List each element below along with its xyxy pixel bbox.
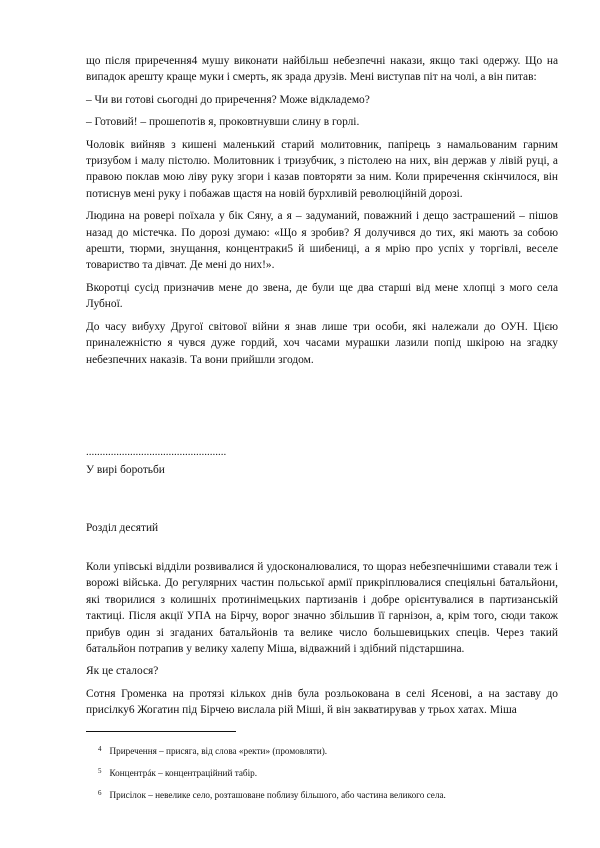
chapter-title: Розділ десятий: [86, 522, 159, 534]
footnote-text: Присілок – невелике село, розташоване поблизу більшого, або частина великого села.: [109, 790, 446, 800]
footnote-number: 5: [98, 767, 102, 775]
book-title: У вирі боротьби: [86, 464, 165, 476]
footnote-text: Концентрáк – концентраційний табір.: [109, 768, 258, 778]
paragraph: Людина на ровері поїхала у бік Сяну, а я – задуманий, поважний і дещо застрашений – пішов назад до містечка. По дорозі думаю: «Що я зробив? Я долучився до тих, які мають за собою арешти, тюрми, знущання, концентраки5 й шибениці, а я мрію про успіх у торгівлі, веселе товариство та дівчат. Де мені до них!».: [86, 210, 558, 272]
paragraph: Як це сталося?: [86, 665, 159, 678]
paragraph: що після приречення4 мушу виконати найбільш небезпечні накази, якщо такі одержу. Що на випадок арешту краще муки і смерть, як зрада друзів. Мені виступав піт на чолі, а він питав:: [86, 55, 558, 84]
footnote: [98, 787, 558, 801]
footnote: [98, 765, 558, 779]
chapter-title-block: [86, 520, 558, 536]
paragraph: До часу вибуху Другої світової війни я знав лише три особи, які належали до ОУН. Цією приналежністю я чувся дуже гордий, хоч часами мурашки лазили попід шкірою на згадку небезпечних наказів. Та вони прийшли згодом.: [86, 320, 558, 366]
paragraph: Коли упівські відділи розвивалися й удосконалювалися, то щораз небезпечнішими ставали теж і ворожі війська. До регулярних частин польської армії прикріплювалися спеціяльні батальйони, які творилися з колишніх протинімецьких партизанів і добре орієнтувалися в партизанській тактиці. Після акції УПА на Бірчу, ворог значно збільшив її гарнізон, а, крім того, сюди також прибув один зі згаданих батальйонів та велике число большевицьких спеців. Через такий батальйон потрапив у велику халепу Міша, відважний і здібний підстаршина.: [86, 561, 558, 656]
book-title-block: [86, 462, 558, 478]
top-text-block: [86, 53, 558, 374]
bottom-text-block: [86, 559, 558, 725]
footnote-text: Приречення – присяга, від слова «ректи» (промовляти).: [109, 746, 328, 756]
paragraph: Вкоротці сусід призначив мене до звена, де були ще два старші від мене хлопці з мого села Лубної.: [86, 281, 558, 311]
footnote: [98, 743, 558, 757]
footnote-rule: [86, 731, 236, 732]
paragraph: – Готовий! – прошепотів я, проковтнувши слину в горлі.: [86, 116, 360, 129]
footnote-number: 4: [98, 745, 102, 753]
paragraph: – Чи ви готові сьогодні до приречення? Може відкладемо?: [86, 93, 370, 106]
paragraph: Сотня Громенка на протязі кількох днів була розльокована в селі Ясенові, а на заставу до присілку6 Жогатин під Бірчею вислала рій Міші, й він закватирував у трьох хатах. Міша: [86, 687, 558, 717]
paragraph: Чоловік вийняв з кишені маленький старий молитовник, папірець з намальованим гарним тризубом і малу пістолю. Молитовник і тризубчик, з пістолею на них, він держав у лівій руці, а правою поклав мою ліву руку згори і казав повторяти за ним. Коли приречення скінчилося, він потиснув мені руку і побажав щастя на новій бурхливій революційній дорозі.: [86, 138, 558, 200]
footnote-number: 6: [98, 789, 102, 797]
separator-dots: ...................................................: [86, 446, 227, 458]
